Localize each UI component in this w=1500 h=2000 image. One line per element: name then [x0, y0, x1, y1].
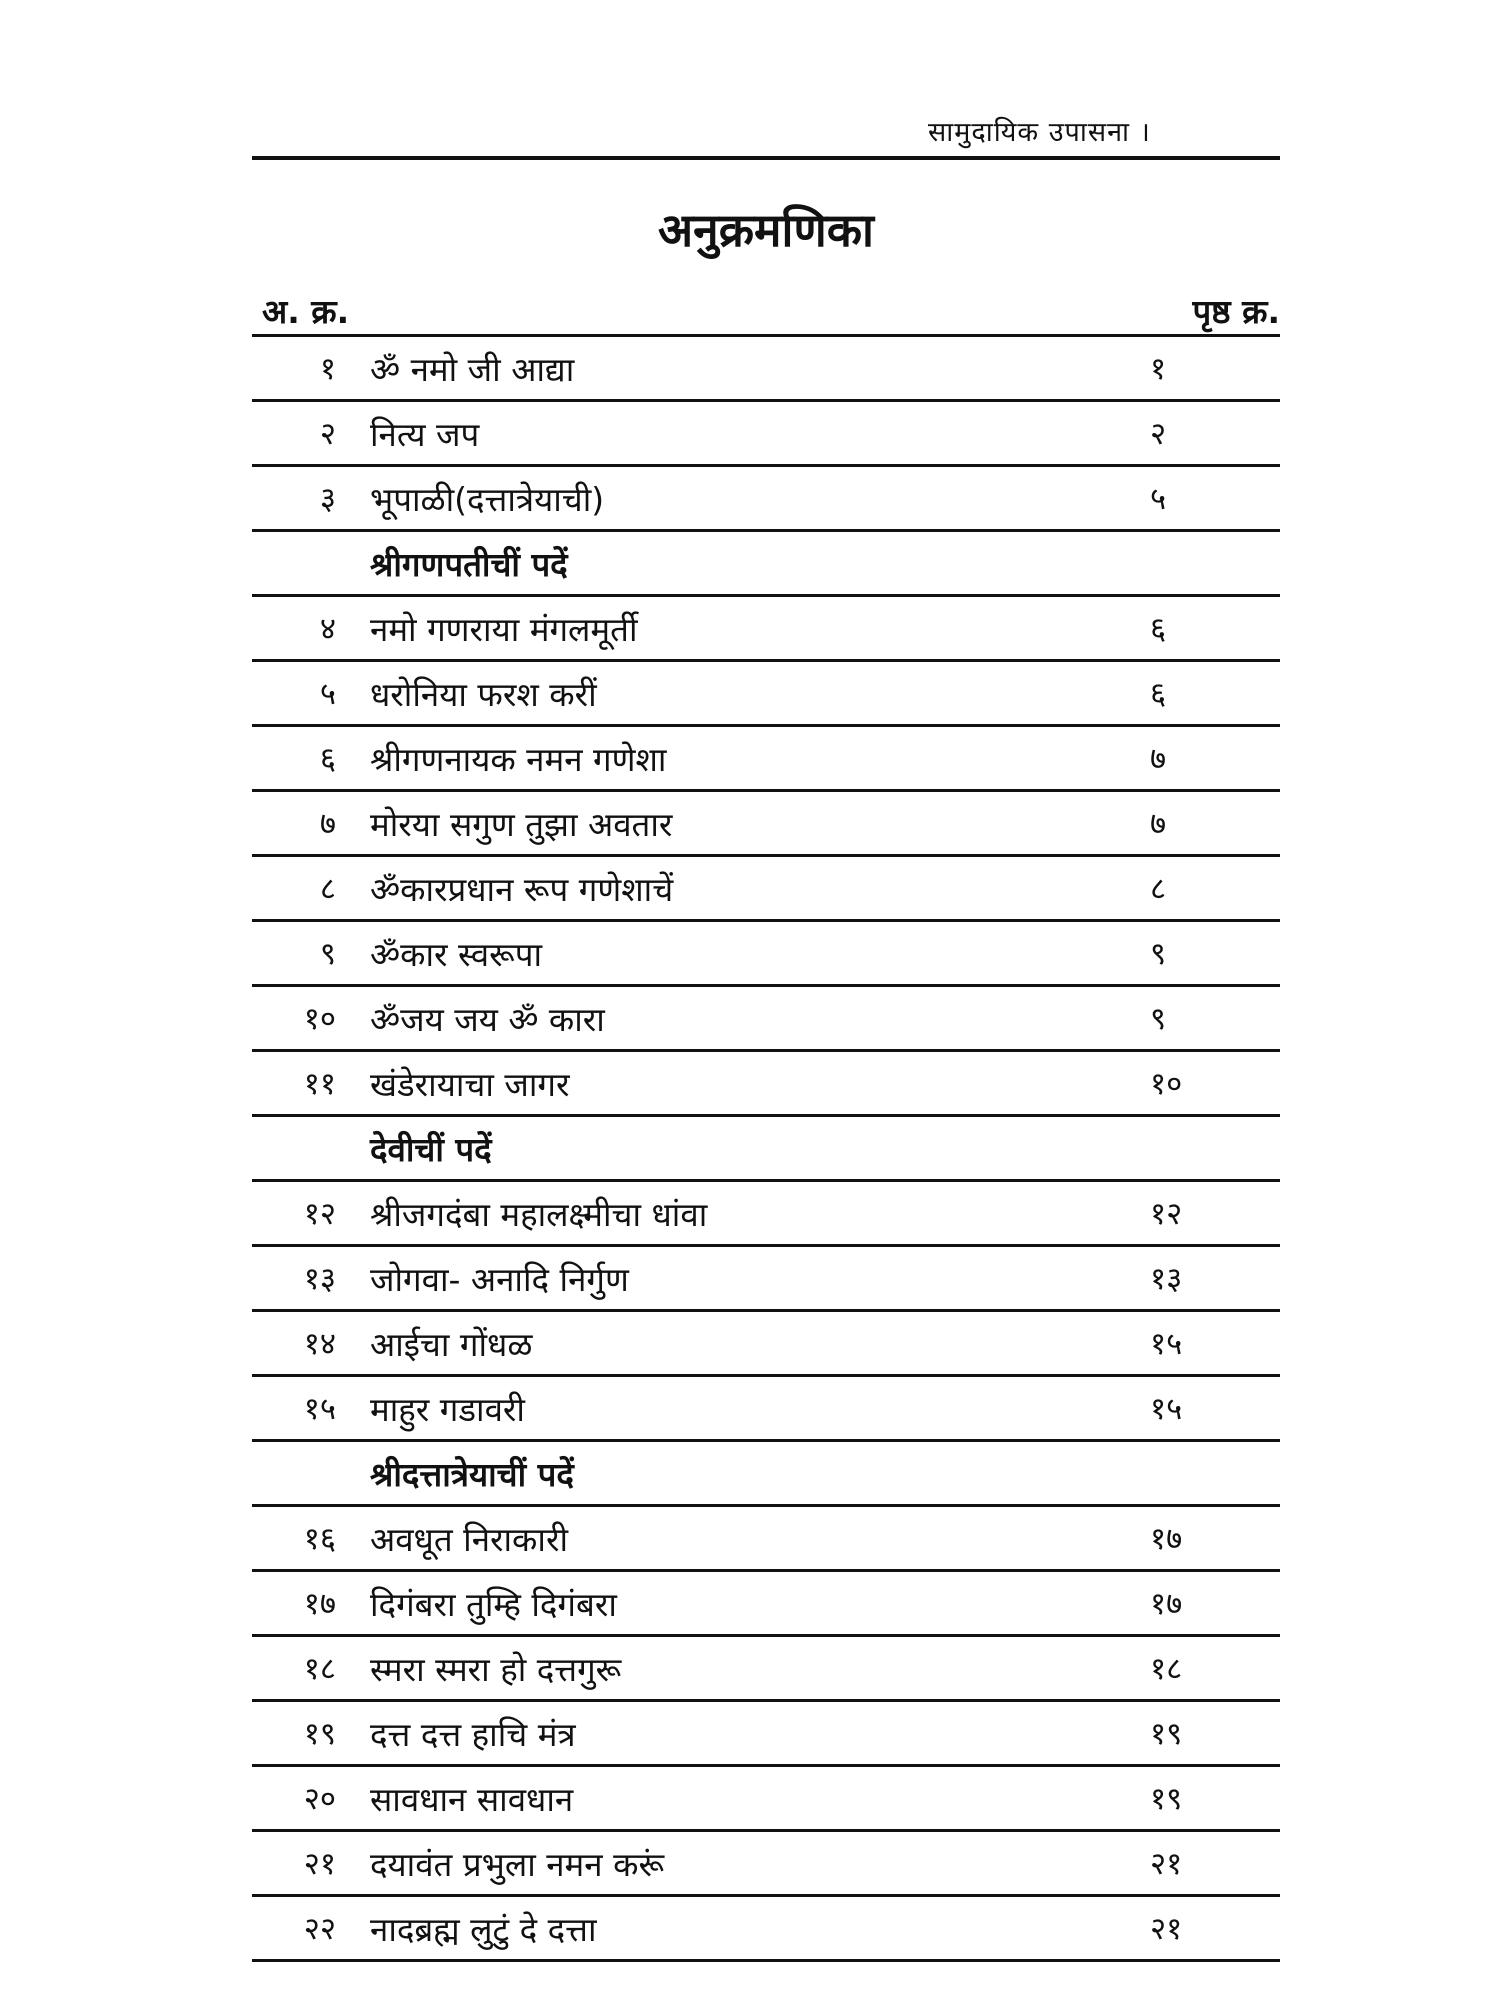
entry-number: १ — [319, 351, 336, 387]
column-header-page: पृष्ठ क्र. — [1192, 292, 1280, 331]
entry-page-number: ७ — [1150, 741, 1167, 777]
running-header: सामुदायिक उपासना । — [928, 117, 1151, 148]
entry-title: नादब्रह्म लुटुं दे दत्ता — [370, 1909, 597, 1949]
entry-title: श्रीगणनायक नमन गणेशा — [370, 739, 667, 779]
toc-entry-row[interactable] — [252, 1052, 1280, 1117]
toc-entry-row[interactable] — [252, 922, 1280, 987]
entry-page-number: १ — [1150, 351, 1167, 387]
entry-page-number: ६ — [1150, 676, 1167, 712]
entry-number: ६ — [319, 741, 336, 777]
section-heading: देवीचीं पदें — [370, 1129, 492, 1169]
entry-page-number: ८ — [1150, 871, 1167, 907]
entry-number: ११ — [303, 1066, 336, 1102]
toc-entry-row[interactable] — [252, 1182, 1280, 1247]
toc-entry-row[interactable] — [252, 597, 1280, 662]
section-heading: श्रीगणपतीचीं पदें — [370, 544, 568, 584]
entry-title: मोरया सगुण तुझा अवतार — [370, 804, 673, 844]
entry-page-number: १२ — [1150, 1196, 1183, 1232]
entry-title: स्मरा स्मरा हो दत्तगुरू — [370, 1649, 622, 1689]
entry-number: १९ — [303, 1716, 336, 1752]
toc-entry-row[interactable] — [252, 1247, 1280, 1312]
entry-page-number: ६ — [1150, 611, 1167, 647]
entry-title: जोगवा- अनादि निर्गुण — [370, 1259, 629, 1299]
entry-number: ७ — [319, 806, 336, 842]
entry-title: ॐजय जय ॐ कारा — [370, 999, 605, 1039]
toc-entry-row[interactable] — [252, 1767, 1280, 1832]
entry-title: खंडेरायाचा जागर — [370, 1064, 570, 1104]
entry-page-number: १७ — [1150, 1521, 1183, 1557]
entry-number: १० — [303, 1001, 336, 1037]
entry-number: ८ — [319, 871, 336, 907]
toc-entry-row[interactable] — [252, 1897, 1280, 1962]
entry-number: २१ — [303, 1846, 336, 1882]
toc-entry-row[interactable] — [252, 987, 1280, 1052]
toc-entry-row[interactable] — [252, 467, 1280, 532]
entry-title: धरोनिया फरश करीं — [370, 674, 597, 714]
entry-number: १३ — [303, 1261, 336, 1297]
entry-page-number: १८ — [1150, 1651, 1183, 1687]
entry-page-number: २१ — [1150, 1911, 1183, 1947]
entry-page-number: १९ — [1150, 1716, 1183, 1752]
entry-number: २० — [303, 1781, 336, 1817]
entry-title: अवधूत निराकारी — [370, 1519, 568, 1559]
entry-number: २२ — [303, 1911, 336, 1947]
toc-entry-row[interactable] — [252, 1572, 1280, 1637]
section-heading: श्रीदत्तात्रेयाचीं पदें — [370, 1454, 574, 1494]
header-rule — [252, 156, 1280, 160]
entry-title: नमो गणराया मंगलमूर्ती — [370, 609, 638, 649]
entry-page-number: १३ — [1150, 1261, 1183, 1297]
entry-title: दत्त दत्त हाचि मंत्र — [370, 1714, 576, 1754]
entry-number: ९ — [319, 936, 336, 972]
entry-page-number: १५ — [1150, 1326, 1183, 1362]
entry-number: १८ — [303, 1651, 336, 1687]
toc-entry-row[interactable] — [252, 857, 1280, 922]
entry-number: १४ — [303, 1326, 336, 1362]
section-heading-row — [252, 532, 1280, 597]
entry-number: ३ — [319, 481, 336, 517]
entry-title: दयावंत प्रभुला नमन करूं — [370, 1844, 665, 1884]
entry-title: माहुर गडावरी — [370, 1389, 525, 1429]
entry-page-number: १० — [1150, 1066, 1183, 1102]
entry-page-number: १५ — [1150, 1391, 1183, 1427]
entry-page-number: ५ — [1150, 481, 1167, 517]
entry-number: १६ — [303, 1521, 336, 1557]
entry-page-number: ९ — [1150, 936, 1167, 972]
toc-list — [252, 337, 1280, 1962]
entry-title: सावधान सावधान — [370, 1779, 574, 1819]
entry-title: ॐ नमो जी आद्या — [370, 349, 575, 389]
toc-entry-row[interactable] — [252, 792, 1280, 857]
entry-number: १२ — [303, 1196, 336, 1232]
toc-entry-row[interactable] — [252, 402, 1280, 467]
entry-page-number: ९ — [1150, 1001, 1167, 1037]
entry-number: १७ — [303, 1586, 336, 1622]
entry-page-number: १९ — [1150, 1781, 1183, 1817]
toc-entry-row[interactable] — [252, 337, 1280, 402]
entry-title: श्रीजगदंबा महालक्ष्मीचा धांवा — [370, 1194, 708, 1234]
toc-entry-row[interactable] — [252, 1637, 1280, 1702]
toc-entry-row[interactable] — [252, 727, 1280, 792]
toc-entry-row[interactable] — [252, 1832, 1280, 1897]
entry-title: भूपाळी(दत्तात्रेयाची) — [370, 479, 605, 519]
entry-number: २ — [319, 416, 336, 452]
entry-title: ॐकारप्रधान रूप गणेशाचें — [370, 869, 674, 909]
toc-entry-row[interactable] — [252, 1507, 1280, 1572]
entry-page-number: २ — [1150, 416, 1167, 452]
entry-page-number: १७ — [1150, 1586, 1183, 1622]
toc-entry-row[interactable] — [252, 1377, 1280, 1442]
entry-title: आईचा गोंधळ — [370, 1324, 533, 1364]
entry-title: नित्य जप — [370, 414, 480, 454]
entry-title: दिगंबरा तुम्हि दिगंबरा — [370, 1584, 617, 1624]
column-header-serial: अ. क्र. — [262, 292, 350, 331]
page-title: अनुक्रमणिका — [658, 203, 874, 257]
entry-number: ५ — [319, 676, 336, 712]
entry-page-number: ७ — [1150, 806, 1167, 842]
entry-page-number: २१ — [1150, 1846, 1183, 1882]
entry-number: १५ — [303, 1391, 336, 1427]
section-heading-row — [252, 1117, 1280, 1182]
entry-number: ४ — [319, 611, 336, 647]
section-heading-row — [252, 1442, 1280, 1507]
toc-entry-row[interactable] — [252, 1312, 1280, 1377]
toc-entry-row[interactable] — [252, 662, 1280, 727]
entry-title: ॐकार स्वरूपा — [370, 934, 543, 974]
toc-entry-row[interactable] — [252, 1702, 1280, 1767]
